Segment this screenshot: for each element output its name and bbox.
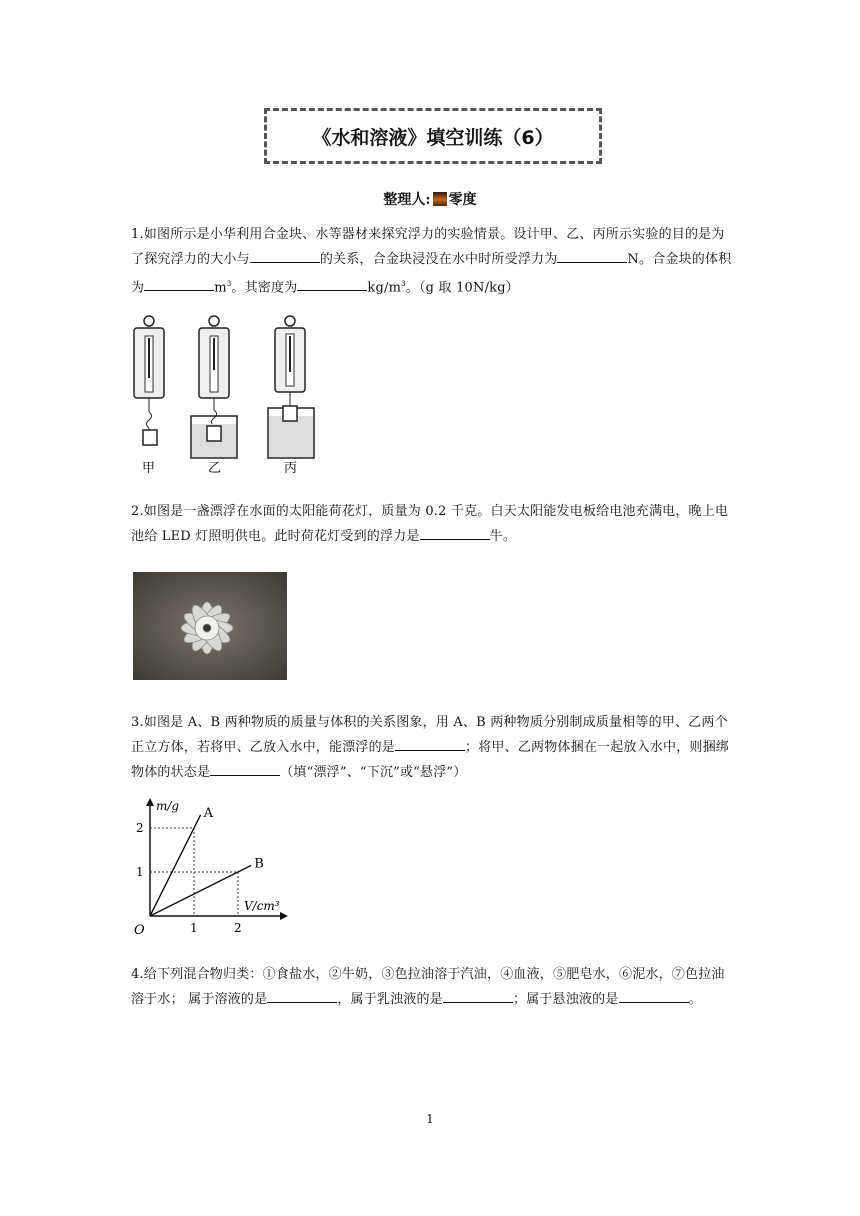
- answer-blank[interactable]: [297, 276, 367, 291]
- author-name: 零度: [448, 192, 477, 208]
- mass-volume-chart: [128, 796, 298, 940]
- x-axis-arrow: [280, 912, 288, 920]
- answer-blank[interactable]: [395, 736, 465, 751]
- y-tick-label: 2: [136, 821, 144, 835]
- page-title: 《水和溶液》填空训练（6）: [312, 126, 554, 149]
- page-number: 1: [426, 1112, 434, 1126]
- answer-blank[interactable]: [144, 276, 214, 291]
- series-label-A: A: [203, 805, 213, 821]
- superscript: 3: [226, 280, 232, 288]
- q2-text: 2.如图是一盏漂浮在水面的太阳能荷花灯，质量为 0.2 千克。白天太阳能发电板给电池充满电，晚上电池给 LED 灯照明供电。此时荷花灯受到的浮力是: [131, 504, 729, 544]
- answer-blank[interactable]: [250, 248, 320, 263]
- q3-text: （填“漂浮”、“下沉”或“悬浮”）: [280, 765, 467, 780]
- q1-text: N。合金块的体积为: [131, 252, 732, 296]
- q1-unit: m: [214, 280, 227, 296]
- lotus-lamp-photo: [133, 572, 287, 680]
- q1-text: 。（g 取 10N/kg）: [405, 280, 519, 296]
- q4-text: ；属于悬浊液的是: [512, 992, 619, 1007]
- x-axis-label: V/cm³: [244, 899, 280, 913]
- superscript: 3: [401, 280, 406, 288]
- figure-label-bing: 丙: [284, 461, 298, 476]
- series-line-A: [150, 815, 201, 916]
- q1-unit: kg/m: [367, 280, 402, 296]
- x-tick-label: 2: [234, 921, 242, 935]
- spring-scale-figure: [128, 312, 328, 480]
- author-line: [0, 189, 860, 209]
- y-tick-label: 1: [136, 865, 144, 879]
- x-tick-label: 1: [190, 921, 198, 935]
- q2-text: 牛。: [489, 529, 517, 544]
- question-4: [131, 962, 733, 1012]
- question-3: [131, 710, 733, 785]
- answer-blank[interactable]: [443, 988, 513, 1003]
- origin-label: O: [134, 923, 145, 938]
- figure-label-jia: 甲: [142, 461, 156, 476]
- answer-blank[interactable]: [420, 525, 490, 540]
- question-1: [131, 222, 733, 300]
- question-2: [131, 499, 733, 549]
- q1-text: 的关系，合金块浸没在水中时所受浮力为: [319, 252, 558, 267]
- q4-text: 。: [688, 992, 702, 1007]
- answer-blank[interactable]: [557, 248, 627, 263]
- title-box: [264, 108, 602, 164]
- q1-text: 。其密度为: [231, 280, 298, 296]
- y-axis-label: m/g: [156, 799, 180, 813]
- q1-text: 1.如图所示是小华利用合金块、水等器材来探究浮力的实验情景。设计甲、乙、丙所示实验的目的是为了探究浮力的大小与: [131, 227, 725, 267]
- answer-blank[interactable]: [210, 761, 280, 776]
- series-label-B: B: [254, 856, 264, 872]
- y-axis-arrow: [146, 798, 154, 806]
- figure-label-yi: 乙: [208, 461, 222, 476]
- answer-blank[interactable]: [267, 988, 337, 1003]
- q3-text: 3.如图是 A、B 两种物质的质量与体积的关系图象，用 A、B 两种物质分别制成质量相等的甲、乙两个正立方体，若将甲、乙放入水中，能漂浮的是: [131, 715, 728, 755]
- q3-text: ；将甲、乙两物体捆在一起放入水中，则捆绑物体的状态是: [131, 740, 730, 780]
- q4-text: 4.给下列混合物归类：①食盐水，②牛奶，③色拉油溶于汽油，④血液，⑤肥皂水，⑥泥水，⑦色拉油溶于水； 属于溶液的是: [131, 967, 725, 1007]
- series-line-B: [150, 865, 251, 916]
- avatar-icon: [433, 192, 447, 206]
- answer-blank[interactable]: [619, 988, 689, 1003]
- spring-scale-2: [191, 316, 237, 458]
- spring-scale-3: [268, 316, 314, 458]
- q4-text: ，属于乳浊液的是: [337, 992, 443, 1007]
- author-label: 整理人:: [383, 192, 431, 208]
- spring-scale-1: [134, 316, 164, 445]
